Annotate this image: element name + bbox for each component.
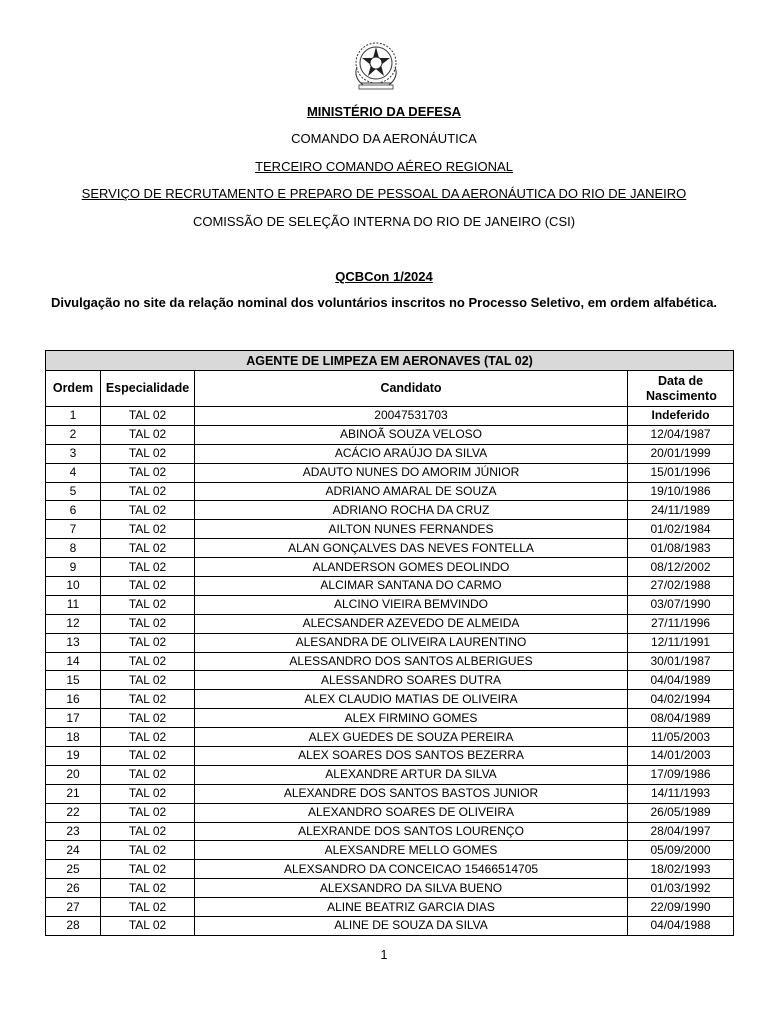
specialty-cell: TAL 02: [101, 577, 195, 596]
birth-date-cell: 27/11/1996: [628, 614, 734, 633]
specialty-cell: TAL 02: [101, 463, 195, 482]
candidate-cell: ADRIANO AMARAL DE SOUZA: [195, 482, 628, 501]
candidate-cell: ADAUTO NUNES DO AMORIM JÚNIOR: [195, 463, 628, 482]
table-row: [46, 879, 734, 898]
order-cell: 4: [46, 463, 101, 482]
birth-date-cell: 14/01/2003: [628, 747, 734, 766]
order-cell: 18: [46, 728, 101, 747]
order-cell: 2: [46, 425, 101, 444]
candidate-cell: ADRIANO ROCHA DA CRUZ: [195, 501, 628, 520]
order-cell: 5: [46, 482, 101, 501]
order-cell: 1: [46, 407, 101, 426]
specialty-cell: TAL 02: [101, 860, 195, 879]
table-row: [46, 898, 734, 917]
table-row: [46, 784, 734, 803]
table-row: [46, 671, 734, 690]
table-row: [46, 520, 734, 539]
notice-description: Divulgação no site da relação nominal dos voluntários inscritos no Processo Seletivo, em ordem alfabética.: [50, 295, 718, 310]
specialty-cell: TAL 02: [101, 520, 195, 539]
specialty-cell: TAL 02: [101, 747, 195, 766]
candidate-cell: ACÁCIO ARAÚJO DA SILVA: [195, 444, 628, 463]
candidate-cell: ALANDERSON GOMES DEOLINDO: [195, 558, 628, 577]
candidate-cell: ALEX GUEDES DE SOUZA PEREIRA: [195, 728, 628, 747]
birth-date-cell: 08/12/2002: [628, 558, 734, 577]
table-row: [46, 803, 734, 822]
birth-date-cell: 30/01/1987: [628, 652, 734, 671]
order-cell: 15: [46, 671, 101, 690]
table-row: [46, 614, 734, 633]
table-row: [46, 425, 734, 444]
specialty-cell: TAL 02: [101, 803, 195, 822]
candidate-cell: ALESSANDRO DOS SANTOS ALBERIGUES: [195, 652, 628, 671]
column-header-birth-date: Data de Nascimento: [628, 371, 734, 407]
candidate-cell: ALEXANDRE ARTUR DA SILVA: [195, 765, 628, 784]
table-row: [46, 822, 734, 841]
specialty-cell: TAL 02: [101, 841, 195, 860]
birth-date-cell: 20/01/1999: [628, 444, 734, 463]
candidate-cell: ALEXSANDRO DA SILVA BUENO: [195, 879, 628, 898]
birth-date-cell: 24/11/1989: [628, 501, 734, 520]
candidate-cell: ALEXRANDE DOS SANTOS LOURENÇO: [195, 822, 628, 841]
specialty-cell: TAL 02: [101, 652, 195, 671]
table-row: [46, 501, 734, 520]
specialty-cell: TAL 02: [101, 425, 195, 444]
birth-date-cell: 05/09/2000: [628, 841, 734, 860]
birth-date-cell: 19/10/1986: [628, 482, 734, 501]
birth-date-cell: 28/04/1997: [628, 822, 734, 841]
candidate-cell: ALECSANDER AZEVEDO DE ALMEIDA: [195, 614, 628, 633]
table-row: [46, 539, 734, 558]
candidate-cell: ALEX FIRMINO GOMES: [195, 709, 628, 728]
order-cell: 21: [46, 784, 101, 803]
order-cell: 10: [46, 577, 101, 596]
specialty-cell: TAL 02: [101, 633, 195, 652]
order-cell: 8: [46, 539, 101, 558]
order-cell: 25: [46, 860, 101, 879]
order-cell: 16: [46, 690, 101, 709]
specialty-cell: TAL 02: [101, 407, 195, 426]
table-title: AGENTE DE LIMPEZA EM AERONAVES (TAL 02): [46, 351, 734, 371]
table-row: [46, 463, 734, 482]
specialty-cell: TAL 02: [101, 917, 195, 936]
candidate-cell: 20047531703: [195, 407, 628, 426]
order-cell: 23: [46, 822, 101, 841]
specialty-cell: TAL 02: [101, 614, 195, 633]
candidate-cell: ABINOÃ SOUZA VELOSO: [195, 425, 628, 444]
birth-date-cell: 22/09/1990: [628, 898, 734, 917]
candidate-cell: ALEX SOARES DOS SANTOS BEZERRA: [195, 747, 628, 766]
candidate-cell: ALINE DE SOUZA DA SILVA: [195, 917, 628, 936]
specialty-cell: TAL 02: [101, 822, 195, 841]
candidate-cell: ALEXSANDRE MELLO GOMES: [195, 841, 628, 860]
birth-date-cell: 12/11/1991: [628, 633, 734, 652]
table-row: [46, 633, 734, 652]
birth-date-cell: 26/05/1989: [628, 803, 734, 822]
table-row: [46, 841, 734, 860]
table-row: [46, 917, 734, 936]
specialty-cell: TAL 02: [101, 898, 195, 917]
order-cell: 13: [46, 633, 101, 652]
coat-of-arms-icon: [349, 37, 403, 93]
table-row: [46, 690, 734, 709]
order-cell: 28: [46, 917, 101, 936]
specialty-cell: TAL 02: [101, 765, 195, 784]
order-cell: 11: [46, 595, 101, 614]
birth-date-cell: 04/04/1989: [628, 671, 734, 690]
command-title: COMANDO DA AERONÁUTICA: [291, 131, 477, 146]
birth-date-cell: 01/08/1983: [628, 539, 734, 558]
table-row: [46, 747, 734, 766]
order-cell: 17: [46, 709, 101, 728]
order-cell: 3: [46, 444, 101, 463]
candidate-cell: ALINE BEATRIZ GARCIA DIAS: [195, 898, 628, 917]
order-cell: 12: [46, 614, 101, 633]
birth-date-cell: 15/01/1996: [628, 463, 734, 482]
table-row: [46, 444, 734, 463]
order-cell: 22: [46, 803, 101, 822]
order-cell: 24: [46, 841, 101, 860]
table-row: [46, 728, 734, 747]
column-header-specialty: Especialidade: [101, 371, 195, 407]
specialty-cell: TAL 02: [101, 558, 195, 577]
commission-title: COMISSÃO DE SELEÇÃO INTERNA DO RIO DE JANEIRO (CSI): [192, 214, 576, 229]
birth-date-cell: Indeferido: [628, 407, 734, 426]
specialty-cell: TAL 02: [101, 784, 195, 803]
order-cell: 9: [46, 558, 101, 577]
specialty-cell: TAL 02: [101, 501, 195, 520]
birth-date-cell: 04/02/1994: [628, 690, 734, 709]
order-cell: 20: [46, 765, 101, 784]
specialty-cell: TAL 02: [101, 728, 195, 747]
specialty-cell: TAL 02: [101, 595, 195, 614]
order-cell: 6: [46, 501, 101, 520]
birth-date-cell: 27/02/1988: [628, 577, 734, 596]
table-row: [46, 709, 734, 728]
specialty-cell: TAL 02: [101, 539, 195, 558]
birth-date-cell: 11/05/2003: [628, 728, 734, 747]
table-row: [46, 558, 734, 577]
candidate-cell: ALEX CLAUDIO MATIAS DE OLIVEIRA: [195, 690, 628, 709]
table-row: [46, 652, 734, 671]
candidate-cell: ALEXSANDRO DA CONCEICAO 15466514705: [195, 860, 628, 879]
page-number: 1: [380, 948, 388, 962]
candidate-cell: ALESSANDRO SOARES DUTRA: [195, 671, 628, 690]
birth-date-cell: 14/11/1993: [628, 784, 734, 803]
birth-date-cell: 03/07/1990: [628, 595, 734, 614]
birth-date-cell: 08/04/1989: [628, 709, 734, 728]
order-cell: 7: [46, 520, 101, 539]
specialty-cell: TAL 02: [101, 671, 195, 690]
specialty-cell: TAL 02: [101, 709, 195, 728]
order-cell: 27: [46, 898, 101, 917]
birth-date-cell: 01/03/1992: [628, 879, 734, 898]
service-title: SERVIÇO DE RECRUTAMENTO E PREPARO DE PESSOAL DA AERONÁUTICA DO RIO DE JANEIRO: [81, 186, 687, 201]
candidate-cell: AILTON NUNES FERNANDES: [195, 520, 628, 539]
table-row: [46, 577, 734, 596]
candidate-cell: ALAN GONÇALVES DAS NEVES FONTELLA: [195, 539, 628, 558]
column-header-order: Ordem: [46, 371, 101, 407]
table-row: [46, 407, 734, 426]
order-cell: 14: [46, 652, 101, 671]
birth-date-cell: 17/09/1986: [628, 765, 734, 784]
candidate-cell: ALEXANDRO SOARES DE OLIVEIRA: [195, 803, 628, 822]
ministry-title: MINISTÉRIO DA DEFESA: [306, 104, 462, 119]
table-row: [46, 595, 734, 614]
birth-date-cell: 04/04/1988: [628, 917, 734, 936]
column-header-candidate: Candidato: [195, 371, 628, 407]
candidates-table: [45, 350, 734, 936]
birth-date-cell: 01/02/1984: [628, 520, 734, 539]
table-row: [46, 765, 734, 784]
candidate-cell: ALCINO VIEIRA BEMVINDO: [195, 595, 628, 614]
candidate-cell: ALEXANDRE DOS SANTOS BASTOS JUNIOR: [195, 784, 628, 803]
specialty-cell: TAL 02: [101, 879, 195, 898]
notice-code: QCBCon 1/2024: [335, 269, 433, 284]
specialty-cell: TAL 02: [101, 444, 195, 463]
candidate-cell: ALESANDRA DE OLIVEIRA LAURENTINO: [195, 633, 628, 652]
table-row: [46, 482, 734, 501]
birth-date-cell: 12/04/1987: [628, 425, 734, 444]
table-row: [46, 860, 734, 879]
candidate-cell: ALCIMAR SANTANA DO CARMO: [195, 577, 628, 596]
order-cell: 26: [46, 879, 101, 898]
specialty-cell: TAL 02: [101, 690, 195, 709]
regional-command-title: TERCEIRO COMANDO AÉREO REGIONAL: [255, 159, 513, 174]
order-cell: 19: [46, 747, 101, 766]
birth-date-cell: 18/02/1993: [628, 860, 734, 879]
specialty-cell: TAL 02: [101, 482, 195, 501]
